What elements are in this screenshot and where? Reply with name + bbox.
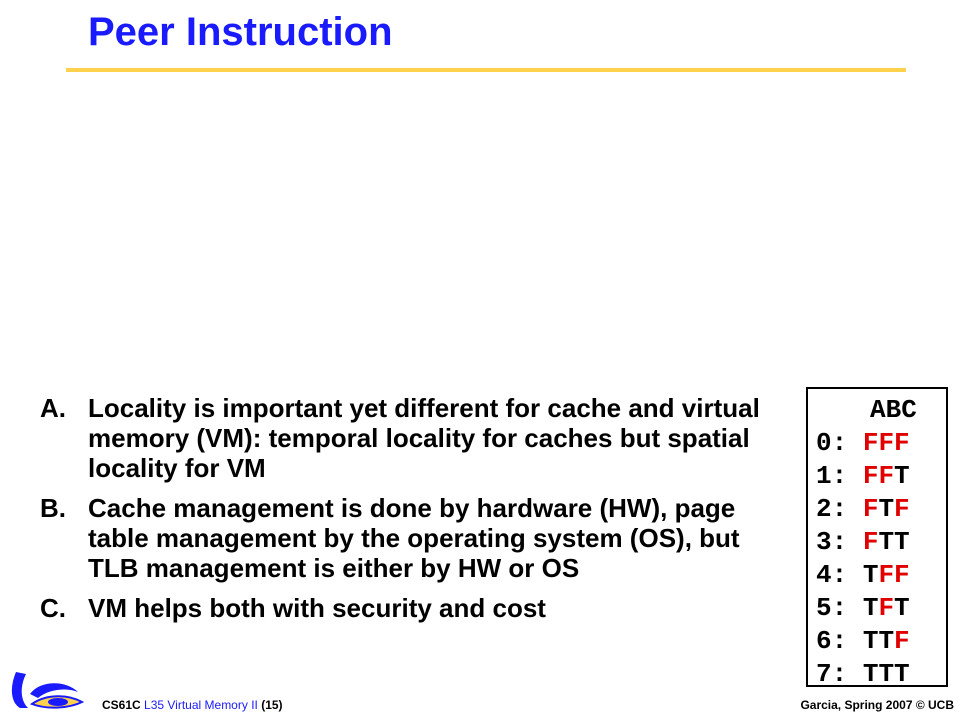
false-letter: F (862, 428, 879, 458)
answer-option-value (863, 659, 910, 689)
question-text: VM helps both with security and cost (88, 593, 546, 623)
question-letter: C. (40, 593, 66, 623)
false-letter: F (894, 560, 910, 590)
answer-rows (816, 427, 946, 691)
slide-title: Peer Instruction (88, 10, 393, 54)
false-letter: F (894, 626, 910, 656)
false-letter: F (878, 593, 895, 623)
question-list (40, 393, 792, 633)
true-letter: T (862, 593, 879, 623)
footer-page-number: (15) (261, 698, 283, 712)
answer-option-value (863, 593, 910, 623)
answer-option-value (863, 494, 910, 524)
footer-lecture: L35 Virtual Memory II (144, 698, 258, 712)
answer-option-number: 6: (816, 626, 848, 656)
answer-option-7 (816, 658, 946, 691)
answer-option-number: 4: (816, 560, 848, 590)
true-letter: T (862, 659, 879, 689)
question-text: Cache management is done by hardware (HW), page table management by the operating system (OS), but TLB management is either by HW or OS (88, 493, 740, 583)
false-letter: F (878, 428, 895, 458)
true-letter: T (878, 494, 895, 524)
answer-option-value (863, 461, 910, 491)
question-b (40, 493, 792, 583)
true-letter: T (894, 659, 910, 689)
answer-option-1 (816, 460, 946, 493)
title-divider (66, 68, 906, 72)
answer-option-value (863, 428, 910, 458)
true-letter: T (862, 560, 879, 590)
question-letter: B. (40, 493, 66, 523)
answer-option-number: 0: (816, 428, 848, 458)
footer-course-info (102, 698, 283, 712)
false-letter: F (862, 494, 879, 524)
footer-credit: Garcia, Spring 2007 © UCB (800, 698, 954, 712)
answer-option-number: 7: (816, 659, 848, 689)
cal-logo-icon (6, 664, 86, 714)
false-letter: F (878, 461, 895, 491)
answer-option-number: 2: (816, 494, 848, 524)
question-letter: A. (40, 393, 66, 423)
answer-option-2 (816, 493, 946, 526)
answer-option-number: 1: (816, 461, 848, 491)
false-letter: F (878, 560, 895, 590)
answer-option-value (863, 527, 910, 557)
true-letter: T (878, 626, 895, 656)
footer-course: CS61C (102, 698, 141, 712)
answer-option-3 (816, 526, 946, 559)
answer-options-box (806, 387, 948, 687)
answer-header: ABC (870, 395, 917, 425)
true-letter: T (878, 659, 895, 689)
true-letter: T (894, 527, 910, 557)
true-letter: T (894, 461, 910, 491)
answer-option-4 (816, 559, 946, 592)
answer-option-5 (816, 592, 946, 625)
question-a (40, 393, 792, 483)
true-letter: T (862, 626, 879, 656)
false-letter: F (894, 428, 910, 458)
question-text: Locality is important yet different for cache and virtual memory (VM): temporal locality for caches but spatial locality for VM (88, 393, 760, 483)
answer-option-value (863, 560, 910, 590)
question-c (40, 593, 792, 623)
false-letter: F (862, 527, 879, 557)
false-letter: F (894, 494, 910, 524)
answer-option-number: 3: (816, 527, 848, 557)
true-letter: T (878, 527, 895, 557)
answer-option-6 (816, 625, 946, 658)
answer-option-number: 5: (816, 593, 848, 623)
true-letter: T (894, 593, 910, 623)
answer-option-value (863, 626, 910, 656)
false-letter: F (862, 461, 879, 491)
answer-option-0 (816, 427, 946, 460)
